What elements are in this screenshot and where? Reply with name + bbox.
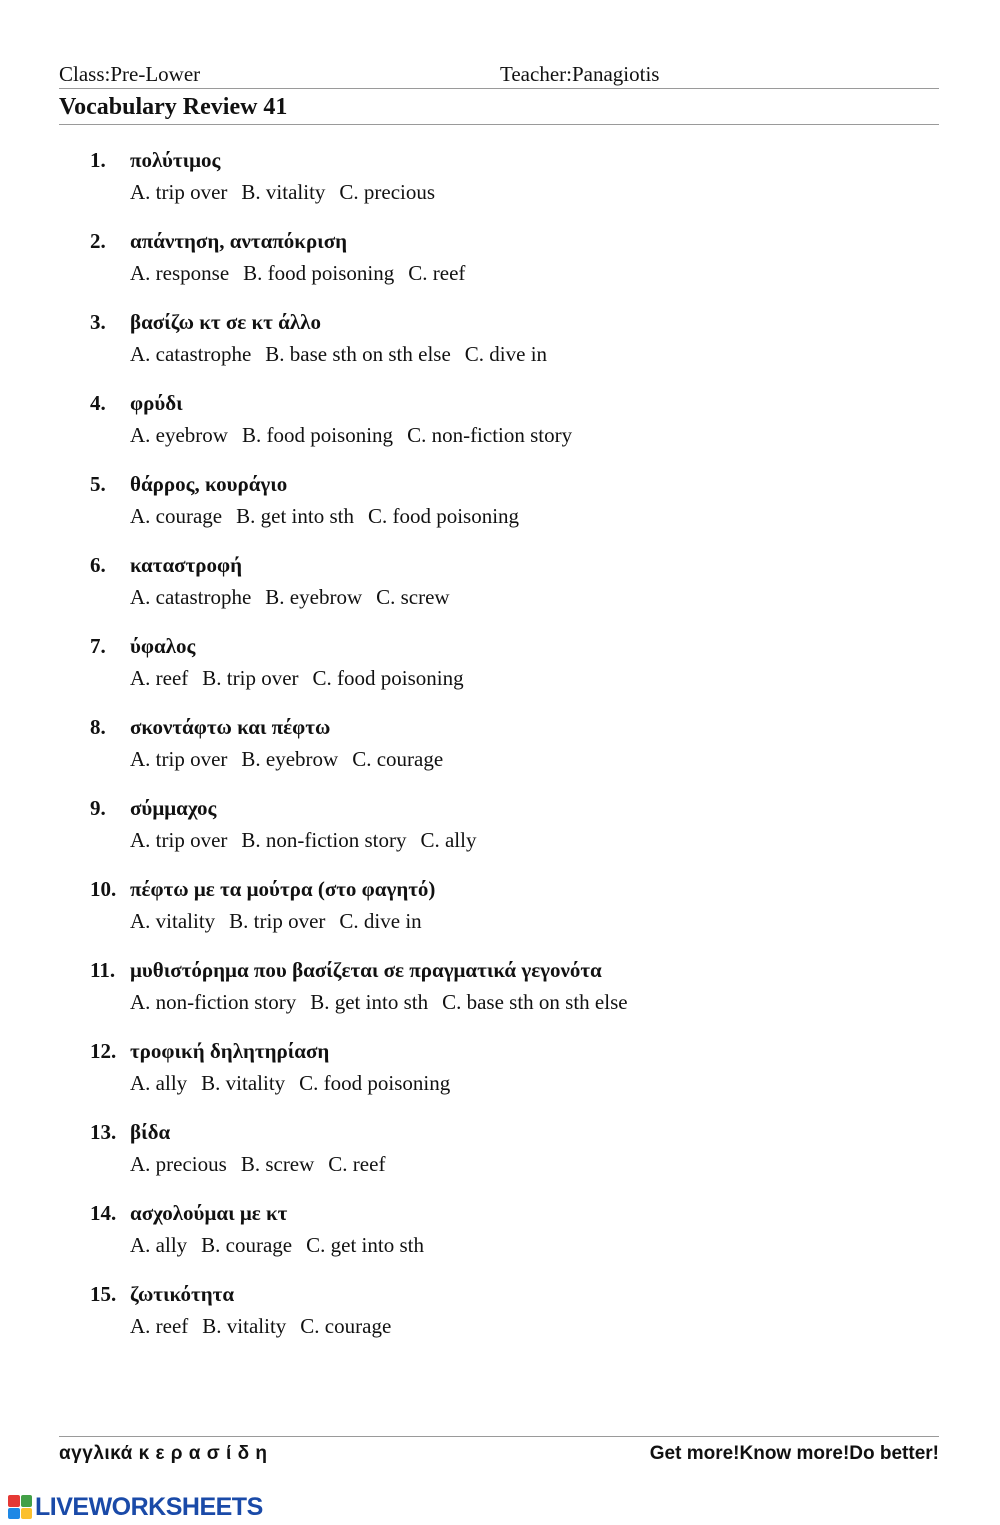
question-item xyxy=(90,229,950,310)
question-item xyxy=(90,148,950,229)
question-word: πέφτω με τα μούτρα (στο φαγητό) xyxy=(130,877,436,901)
answer-options xyxy=(130,828,490,853)
answer-option[interactable]: C. dive in xyxy=(464,342,548,366)
answer-option[interactable]: C. reef xyxy=(408,261,466,285)
question-number: 10. xyxy=(90,877,117,901)
answer-option[interactable]: B. vitality xyxy=(201,1071,286,1095)
answer-option[interactable]: A. catastrophe xyxy=(130,585,252,609)
question-word: μυθιστόρημα που βασίζεται σε πραγματικά γεγονότα xyxy=(130,958,602,982)
question-number: 3. xyxy=(90,310,106,334)
answer-option[interactable]: B. get into sth xyxy=(310,990,429,1014)
answer-option[interactable]: C. food poisoning xyxy=(367,504,520,528)
question-word: βασίζω κτ σε κτ άλλο xyxy=(130,310,321,334)
question-item xyxy=(90,472,950,553)
answer-option[interactable]: A. catastrophe xyxy=(130,342,252,366)
liveworksheets-logo-icon xyxy=(8,1495,32,1519)
question-list xyxy=(90,148,950,1363)
answer-option[interactable]: A. trip over xyxy=(130,747,228,771)
answer-option[interactable]: C. courage xyxy=(352,747,444,771)
answer-option[interactable]: B. trip over xyxy=(202,666,299,690)
answer-options xyxy=(130,1152,399,1177)
answer-option[interactable]: B. eyebrow xyxy=(241,747,339,771)
question-item xyxy=(90,1120,950,1201)
answer-option[interactable]: B. base sth on sth else xyxy=(265,342,451,366)
question-item xyxy=(90,1039,950,1120)
answer-option[interactable]: B. vitality xyxy=(241,180,326,204)
answer-option[interactable]: A. eyebrow xyxy=(130,423,228,447)
answer-options xyxy=(130,1071,464,1096)
answer-option[interactable]: A. vitality xyxy=(130,909,216,933)
answer-option[interactable]: C. reef xyxy=(328,1152,386,1176)
footer-slogan: Get more!Know more!Do better! xyxy=(649,1443,939,1464)
logo-square xyxy=(21,1495,33,1507)
question-item xyxy=(90,310,950,391)
answer-options xyxy=(130,504,533,529)
question-item xyxy=(90,1282,950,1363)
answer-options xyxy=(130,747,457,772)
question-number: 6. xyxy=(90,553,106,577)
answer-options xyxy=(130,342,561,367)
question-word: σκοντάφτω και πέφτω xyxy=(130,715,331,739)
answer-option[interactable]: B. eyebrow xyxy=(265,585,363,609)
liveworksheets-brand[interactable] xyxy=(8,1492,263,1522)
question-item xyxy=(90,877,950,958)
answer-option[interactable]: B. food poisoning xyxy=(243,261,395,285)
answer-option[interactable]: B. trip over xyxy=(229,909,326,933)
answer-option[interactable]: A. courage xyxy=(130,504,223,528)
answer-option[interactable]: B. get into sth xyxy=(236,504,354,528)
question-word: ζωτικότητα xyxy=(130,1282,235,1306)
question-word: ασχολούμαι με κτ xyxy=(130,1201,288,1225)
answer-option[interactable]: B. non-fiction story xyxy=(241,828,407,852)
question-number: 13. xyxy=(90,1120,117,1144)
answer-option[interactable]: C. courage xyxy=(300,1314,392,1338)
question-number: 2. xyxy=(90,229,106,253)
answer-option[interactable]: C. screw xyxy=(376,585,450,609)
answer-option[interactable]: A. non-fiction story xyxy=(130,990,297,1014)
answer-option[interactable]: C. precious xyxy=(339,180,436,204)
question-item xyxy=(90,1201,950,1282)
question-word: σύμμαχος xyxy=(130,796,217,820)
answer-option[interactable]: A. precious xyxy=(130,1152,227,1176)
logo-square xyxy=(8,1508,20,1520)
question-item xyxy=(90,715,950,796)
question-word: θάρρος, κουράγιο xyxy=(130,472,288,496)
question-number: 9. xyxy=(90,796,106,820)
header-row xyxy=(59,62,939,89)
brand-name: LIVEWORKSHEETS xyxy=(35,1492,263,1521)
answer-option[interactable]: C. food poisoning xyxy=(312,666,464,690)
answer-options xyxy=(130,1314,405,1339)
answer-option[interactable]: A. reef xyxy=(130,1314,189,1338)
question-word: φρύδι xyxy=(130,391,183,415)
question-item xyxy=(90,634,950,715)
answer-option[interactable]: B. courage xyxy=(201,1233,293,1257)
logo-square xyxy=(8,1495,20,1507)
question-word: καταστροφή xyxy=(130,553,243,577)
page-title: Vocabulary Review 41 xyxy=(59,94,288,120)
answer-option[interactable]: C. food poisoning xyxy=(299,1071,451,1095)
answer-option[interactable]: C. non-fiction story xyxy=(407,423,573,447)
answer-options xyxy=(130,180,449,205)
question-item xyxy=(90,796,950,877)
answer-options xyxy=(130,666,478,691)
answer-option[interactable]: C. base sth on sth else xyxy=(442,990,628,1014)
answer-option[interactable]: B. screw xyxy=(240,1152,315,1176)
question-item xyxy=(90,958,950,1039)
question-word: πολύτιμος xyxy=(130,148,221,172)
answer-option[interactable]: A. response xyxy=(130,261,230,285)
answer-options xyxy=(130,585,464,610)
question-number: 4. xyxy=(90,391,106,415)
answer-option[interactable]: B. food poisoning xyxy=(241,423,394,447)
question-word: ύφαλος xyxy=(130,634,196,658)
answer-options xyxy=(130,261,479,286)
footer-left-text: αγγλικά κ ε ρ α σ ί δ η xyxy=(59,1443,268,1464)
question-number: 11. xyxy=(90,958,116,982)
answer-option[interactable]: A. trip over xyxy=(130,828,228,852)
answer-options xyxy=(130,990,642,1015)
answer-options xyxy=(130,1233,438,1258)
answer-option[interactable]: A. ally xyxy=(130,1233,188,1257)
title-row xyxy=(59,94,939,125)
answer-option[interactable]: A. ally xyxy=(130,1071,188,1095)
answer-option[interactable]: A. reef xyxy=(130,666,189,690)
question-word: τροφική δηλητηρίαση xyxy=(130,1039,330,1063)
question-number: 8. xyxy=(90,715,106,739)
teacher-label: Teacher:Panagiotis xyxy=(500,62,660,86)
question-number: 7. xyxy=(90,634,106,658)
logo-square xyxy=(21,1508,33,1520)
answer-option[interactable]: C. ally xyxy=(420,828,477,852)
answer-option[interactable]: C. get into sth xyxy=(306,1233,424,1257)
class-label: Class:Pre-Lower xyxy=(59,62,201,86)
question-number: 5. xyxy=(90,472,106,496)
answer-options xyxy=(130,909,436,934)
question-number: 14. xyxy=(90,1201,117,1225)
answer-options xyxy=(130,423,586,448)
question-number: 15. xyxy=(90,1282,117,1306)
answer-option[interactable]: B. vitality xyxy=(202,1314,287,1338)
question-word: απάντηση, ανταπόκριση xyxy=(130,229,348,253)
question-number: 1. xyxy=(90,148,106,172)
question-number: 12. xyxy=(90,1039,117,1063)
question-word: βίδα xyxy=(130,1120,171,1144)
question-item xyxy=(90,553,950,634)
answer-option[interactable]: C. dive in xyxy=(339,909,422,933)
footer xyxy=(59,1436,939,1471)
answer-option[interactable]: A. trip over xyxy=(130,180,228,204)
question-item xyxy=(90,391,950,472)
